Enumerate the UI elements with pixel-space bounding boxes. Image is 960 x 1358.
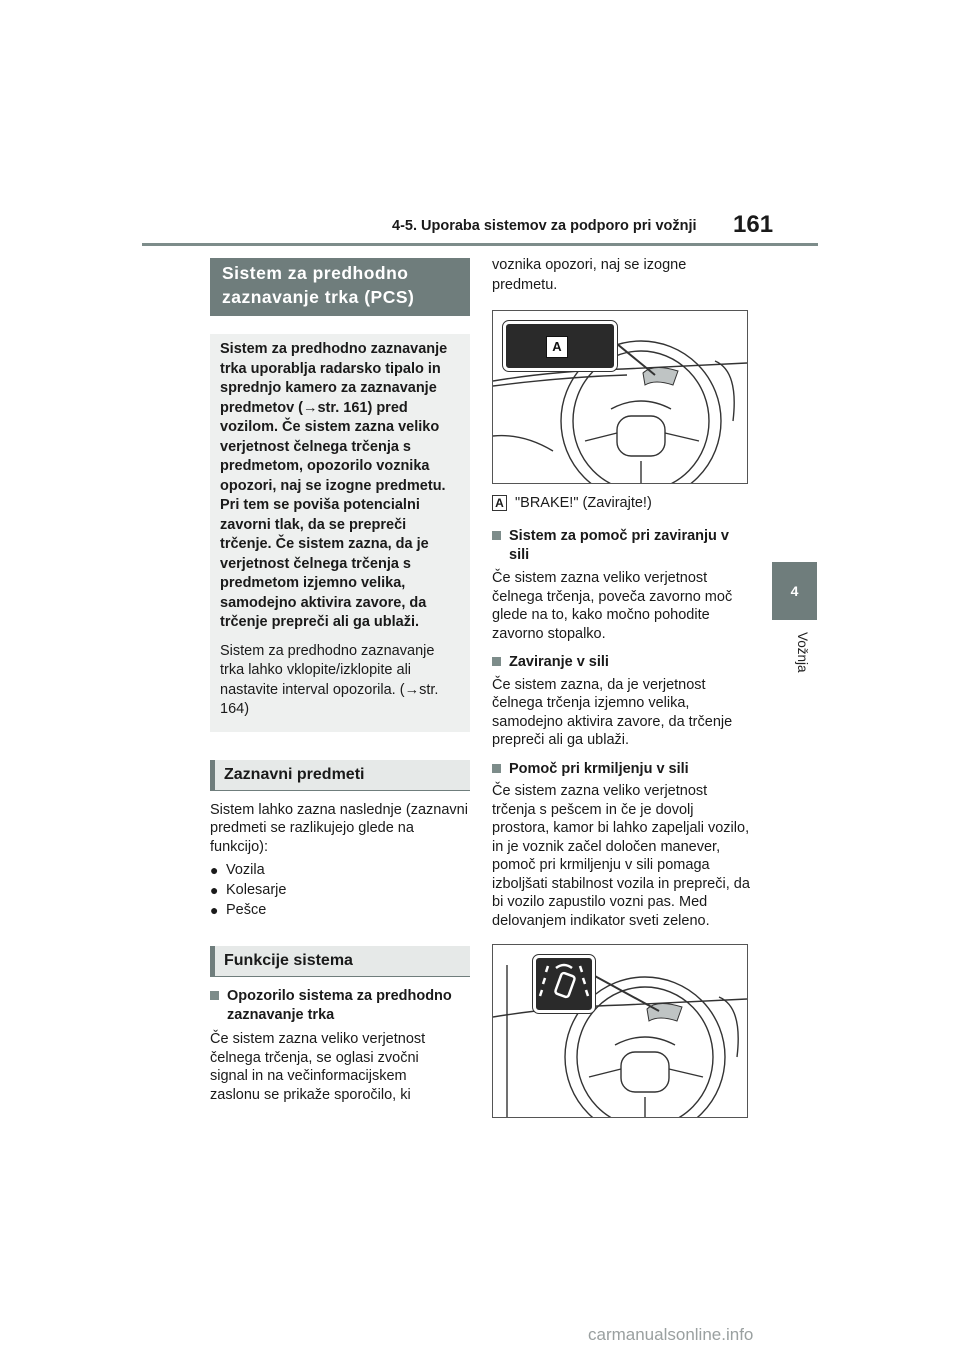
- figure-brake-warning: [492, 310, 748, 484]
- list-item: ● Vozila: [210, 862, 265, 878]
- display-marker-a: A: [546, 336, 568, 358]
- pcs-warning-text-continued: voznika opozori, naj se izogne predmetu.: [492, 257, 687, 293]
- section-title-line1: Sistem za predhodno: [222, 263, 409, 283]
- heading-pcs-warning: Opozorilo sistema za predhodno zaznavanje trka: [210, 987, 470, 1024]
- section-header-title: 4-5. Uporaba sistemov za podporo pri vožnji: [392, 218, 697, 234]
- right-column: [492, 256, 750, 1118]
- chapter-tab: 4: [772, 562, 817, 620]
- chapter-label: Vožnja: [795, 632, 810, 673]
- section-title-line2: zaznavanje trka (PCS): [222, 287, 415, 307]
- dashboard-illustration: [493, 945, 747, 1117]
- figure-caption: A "BRAKE!" (Zavirajte!): [492, 494, 750, 513]
- caption-marker: A: [492, 495, 507, 511]
- section-title-pcs: [210, 258, 470, 316]
- emergency-braking-text: Če sistem zazna, da je verjetnost čelnega trčenja izjemno velika, samodejno aktivira zavore, da trčenje prepreči ali ga ublaži.: [492, 676, 733, 748]
- intro-box: [210, 334, 470, 732]
- intro-settings-text: Sistem za predhodno zaznavanje trka lahko vklopite/izklopite ali nastavite interval opozorila. (→str. 164): [220, 642, 439, 717]
- brake-assist-text: Če sistem zazna veliko verjetnost čelnega trčenja, poveča zavorno moč glede na to, kako močno pohodite zavorno stopalko.: [492, 570, 733, 642]
- list-item: ● Kolesarje: [210, 882, 287, 898]
- list-item: ● Pešce: [210, 902, 267, 918]
- figure-steering-indicator: [492, 944, 748, 1118]
- heading-emergency-braking: Zaviranje v sili: [492, 653, 750, 672]
- page-number: 161: [733, 211, 774, 238]
- pcs-warning-text: Če sistem zazna veliko verjetnost čelnega trčenja, se oglasi zvočni signal in na večinformacijskem zaslonu se prikaže sporočilo, ki: [210, 1031, 426, 1103]
- header-divider: [142, 243, 818, 246]
- detectable-list: [210, 860, 470, 920]
- square-bullet-icon: [492, 657, 501, 666]
- square-bullet-icon: [210, 991, 219, 1000]
- steering-assist-text: Če sistem zazna veliko verjetnost trčenja s pešcem in če je dovolj prostora, kamor bi lahko zapeljali vozilo, in je voznik začel določen manever, pomoč pri krmiljenju v sili pomaga izboljšati stabilnost vozila in prepreči, da bi vozilo zapustilo vozni pas. Med delovanjem indikator sveti zeleno.: [492, 783, 750, 929]
- heading-steering-assist: Pomoč pri krmiljenju v sili: [492, 760, 750, 779]
- steering-assist-icon: [536, 958, 592, 1010]
- left-column: [210, 258, 470, 1104]
- watermark: carmanualsonline.info: [588, 1325, 754, 1344]
- indicator-callout: [533, 955, 595, 1013]
- heading-system-functions: Funkcije sistema: [210, 946, 470, 977]
- square-bullet-icon: [492, 531, 501, 540]
- square-bullet-icon: [492, 764, 501, 773]
- heading-brake-assist: Sistem za pomoč pri zaviranju v sili: [492, 527, 750, 564]
- heading-detectable-objects: Zaznavni predmeti: [210, 760, 470, 791]
- display-callout: [503, 321, 617, 371]
- detectable-intro-text: Sistem lahko zazna naslednje (zaznavni predmeti se razlikujejo glede na funkcijo):: [210, 801, 468, 855]
- intro-bold-text: Sistem za predhodno zaznavanje trka uporablja radarsko tipalo in sprednjo kamero za zaznavanje predmetov (→str. 161) pred vozilom. Če sistem zazna veliko verjetnost čelnega trčenja s predmetom, opozorilo voznika opozori, naj se izogne predmetu. Pri tem se poviša potencialni zavorni tlak, da se prepreči trčenje. Če sistem zazna, da je verjetnost čelnega trčenja s predmetom izjemno velika, samodejno aktivira zavore, da trčenje prepreči ali ga ublaži.: [220, 341, 448, 630]
